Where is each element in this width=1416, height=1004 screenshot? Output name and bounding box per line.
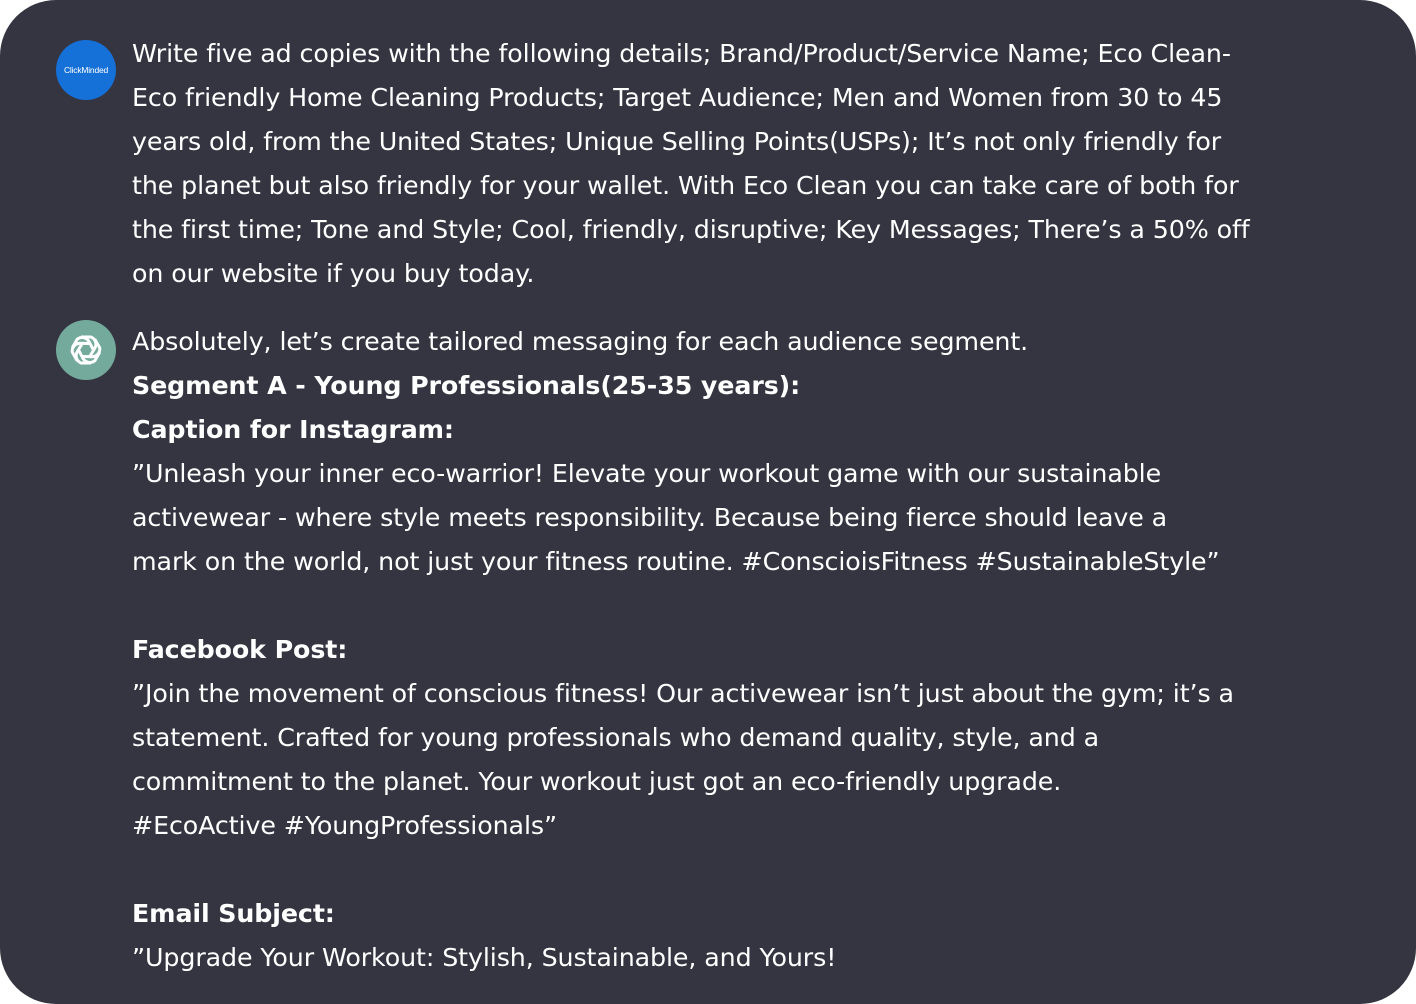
user-message-text bbox=[132, 32, 1364, 296]
facebook-heading: Facebook Post: bbox=[132, 635, 348, 664]
facebook-line: ”Join the movement of conscious fitness! Our activewear isn’t just about the gym; it’s a bbox=[132, 679, 1234, 708]
user-avatar bbox=[56, 40, 116, 100]
email-heading: Email Subject: bbox=[132, 899, 335, 928]
instagram-line: activewear - where style meets responsibility. Because being fierce should leave a bbox=[132, 503, 1168, 532]
spacer bbox=[132, 848, 1364, 892]
instagram-heading: Caption for Instagram: bbox=[132, 415, 454, 444]
avatar-label: ClickMinded bbox=[63, 65, 109, 75]
instagram-line: ”Unleash your inner eco-warrior! Elevate your workout game with our sustainable bbox=[132, 459, 1162, 488]
instagram-line: mark on the world, not just your fitness routine. #ConscioisFitness #SustainableStyle” bbox=[132, 547, 1220, 576]
message-line: Write five ad copies with the following details; Brand/Product/Service Name; Eco Clean- bbox=[132, 39, 1231, 68]
facebook-line: commitment to the planet. Your workout just got an eco-friendly upgrade. bbox=[132, 767, 1062, 796]
message-line: Eco friendly Home Cleaning Products; Target Audience; Men and Women from 30 to 45 bbox=[132, 83, 1223, 112]
spacer bbox=[132, 584, 1364, 628]
intro-text: Absolutely, let’s create tailored messaging for each audience segment. bbox=[132, 327, 1029, 356]
message-line: the first time; Tone and Style; Cool, friendly, disruptive; Key Messages; There’s a 50% off bbox=[132, 215, 1250, 244]
facebook-line: statement. Crafted for young professionals who demand quality, style, and a bbox=[132, 723, 1099, 752]
assistant-message-text bbox=[132, 320, 1364, 980]
message-line: on our website if you buy today. bbox=[132, 259, 535, 288]
user-message bbox=[56, 32, 1364, 296]
segment-heading: Segment A - Young Professionals(25-35 years): bbox=[132, 371, 801, 400]
facebook-line: #EcoActive #YoungProfessionals” bbox=[132, 811, 557, 840]
openai-logo-icon bbox=[65, 329, 107, 371]
message-line: years old, from the United States; Unique Selling Points(USPs); It’s not only friendly for bbox=[132, 127, 1222, 156]
assistant-avatar bbox=[56, 320, 116, 380]
assistant-message bbox=[56, 320, 1364, 980]
message-line: the planet but also friendly for your wallet. With Eco Clean you can take care of both for bbox=[132, 171, 1239, 200]
email-line: ”Upgrade Your Workout: Stylish, Sustainable, and Yours! bbox=[132, 943, 837, 972]
